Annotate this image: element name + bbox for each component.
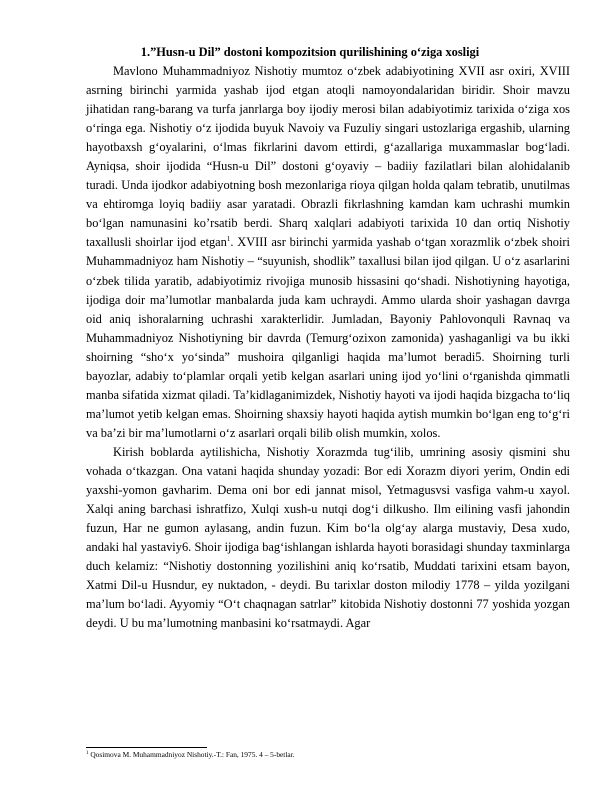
footnote-divider: [86, 747, 207, 748]
paragraph-1-text-continued: . XVIII asr birinchi yarmida yashab o‘tgan xorazmlik o‘zbek shoiri Muhammadniyoz ham Nishotiy – “suyunish, shodlik” taxallusi bilan ijod qilgan. U o‘z asarlarini o‘zbek tilida yaratib, adabiyotimiz rivojiga munosib hissasini qo‘shadi. Nishotiyning hayotiga, ijodiga doir ma’lumotlar manbalarda juda kam uchraydi. Ammo ularda shoir yashagan davrga oid aniq ishoralarning uchrashi xarakterlidir. Jumladan, Bayoniy Pahlovonquli Ravnaq va Muhammadniyoz Nishotiyning bir davrda (Temurg‘ozixon zamonida) yashaganligi va bu ikki shoirning “sho‘x yo‘sinda” mushoira qilganligi haqida ma’lumot beradi5. Shoirning turli bayozlar, adabiy to‘plamlar orqali yetib kelgan asarlari uning ijod yo‘lini o‘rganishda qimmatli manba sifatida xizmat qiladi. Ta’kidlaganimizdek, Nishotiy hayoti va ijodi haqida bizgacha to‘liq ma’lumot yetib kelgan emas. Shoirning shaxsiy hayoti haqida aytish mumkin bo‘lgan eng to‘g‘ri va ba’zi bir ma’lumotlarni o‘z asarlari orqali bilib olish mumkin, xolos.: [86, 235, 570, 440]
footnote-number: 1: [86, 751, 89, 756]
section-title: 1.”Husn-u Dil” dostoni kompozitsion qurilishining o‘ziga xosligi: [140, 45, 480, 59]
paragraph-1: [86, 62, 570, 443]
paragraph-2: Kirish boblarda aytilishicha, Nishotiy Xorazmda tug‘ilib, umrining asosiy qismini shu vohada o‘tkazgan. Ona vatani haqida shunday yozadi: Bor edi Xorazm diyori yerim, Ondin edi yaxshi-yomon gavharim. Dema oni bor edi jannat misol, Yetmagusvsi vasfiga vahm-u xayol. Xalqi aning barchasi ishratfizo, Xulqi xush-u nutqi dog‘i dilkusho. Ilm eilining vasfi jahondin fuzun, Har ne gumon aylasang, andin fuzun. Kim bo‘la olg‘ay alarga mustaviy, Desa xudo, andaki hal yastaviy6. Shoir ijodiga bag‘ishlangan ishlarda hayoti borasidagi shunday taxminlarga duch kelamiz: “Nishotiy dostonning yozilishini aniq ko‘rsatib, Muddati tarixini etsam bayon, Xatmi Dil-u Husndur, ey nuktadon, - deydi. Bu tarixlar doston milodiy 1778 – yilda yozilgani ma’lum bo‘ladi. Ayyomiy “O‘t chaqnagan satrlar” kitobida Nishotiy dostonni 77 yoshida yozgan deydi. U bu ma’lumotning manbasini ko‘rsatmaydi. Agar: [86, 444, 570, 631]
footnote-text: Qosimova M. Muhammadniyoz Nishotiy.-T.: Fan, 1975. 4 – 5-betlar.: [88, 750, 295, 759]
body-text: [86, 62, 570, 633]
footnote-reference[interactable]: 1: [226, 235, 231, 244]
footnote: [86, 750, 570, 760]
paragraph-1-text: Mavlono Muhammadniyoz Nishotiy mumtoz o‘zbek adabiyotining XVII asr oxiri, XVIII asrning birinchi yarmida yashab ijod etgan atoqli namoyondalaridan biridir. Shoir mavzu jihatidan rang-barang va turfa janrlarga boy ijodiy merosi bilan adabiyotimiz tarixida o‘ziga xos o‘ringa ega. Nishotiy o‘z ijodida buyuk Navoiy va Fuzuliy singari ustozlariga ergashib, ularning hayotbaxsh g‘oyalarini, o‘lmas fikrlarini davom ettirdi, g‘azallariga muxammaslar bog‘ladi. Ayniqsa, shoir ijodida “Husn-u Dil” dostoni g‘oyaviy – badiiy fazilatlari bilan alohidalanib turadi. Unda ijodkor adabiyotning bosh mezonlariga rioya qilgan holda qalam tebratib, unutilmas va ehtiromga loyiq badiiy asar yaratadi. Obrazli fikrlashning kamdan kam uchrashi mumkin bo‘lgan namunasini ko’rsatib berdi. Sharq xalqlari adabiyoti tarixida 10 dan ortiq Nishotiy taxallusli shoirlar ijod etgan: [86, 64, 570, 250]
